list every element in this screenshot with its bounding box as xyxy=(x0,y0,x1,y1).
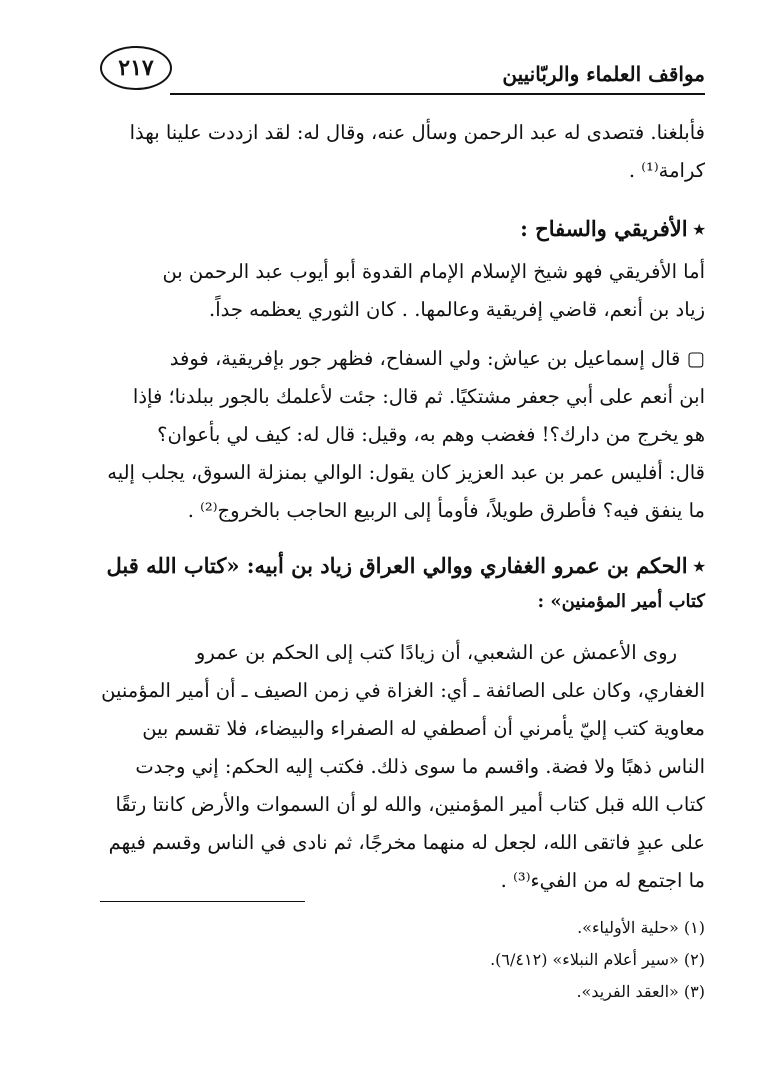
text-line: ▢ قال إسماعيل بن عياش: ولي السفاح، فظهر جور بإفريقية، فوفد xyxy=(169,347,705,370)
text-line: فأبلغنا. فتصدى له عبد الرحمن وسأل عنه، وقال له: لقد ازددت علينا بهذا xyxy=(129,121,705,144)
footnote-3: (٣) «العقد الفريد». xyxy=(576,982,705,1001)
text-line: الناس ذهبًا ولا فضة. واقسم ما سوى ذلك. فكتب إليه الحكم: إني وجدت xyxy=(135,755,705,778)
text-line: ما اجتمع له من الفيء⁽³⁾ . xyxy=(500,869,705,892)
text-line: كتاب الله قبل كتاب أمير المؤمنين، والله لو أن السموات والأرض كانتا رتقًا xyxy=(115,793,705,816)
running-header xyxy=(100,40,705,100)
footnote-1: (١) «حلية الأولياء». xyxy=(577,918,705,937)
footnote-2: (٢) «سير أعلام النبلاء» (٦/٤١٢). xyxy=(490,950,705,969)
text-line: زياد بن أنعم، قاضي إفريقية وعالمها. . كان الثوري يعظمه جداً. xyxy=(209,298,705,321)
text-line: أما الأفريقي فهو شيخ الإسلام الإمام القدوة أبو أيوب عبد الرحمن بن xyxy=(162,260,705,283)
heading-text: الأفريقي والسفاح : xyxy=(520,216,688,241)
heading-text: الحكم بن عمرو الغفاري ووالي العراق زياد بن أبيه: «كتاب الله قبل xyxy=(106,553,688,578)
star-bullet-icon: ٭ xyxy=(693,216,705,241)
heading-text: كتاب أمير المؤمنين» : xyxy=(537,591,705,612)
section-heading-hakam xyxy=(95,548,705,620)
star-bullet-icon: ٭ xyxy=(693,553,705,578)
header-title: مواقف العلماء والربّانيين xyxy=(502,62,705,86)
text-line: قال: أفليس عمر بن عبد العزيز كان يقول: الوالي بمنزلة السوق، يجلب إليه xyxy=(107,461,705,484)
text-line: كرامة⁽¹⁾ . xyxy=(628,159,705,182)
header-rule xyxy=(170,93,705,95)
africi-story-paragraph xyxy=(100,340,705,530)
text-line: معاوية كتب إليّ يأمرني أن أصطفي له الصفراء والبيضاء، فلا تقسم بين xyxy=(142,717,705,740)
section-heading-africi xyxy=(95,211,705,247)
text-line: الغفاري، وكان على الصائفة ـ أي: الغزاة في زمن الصيف ـ أن أمير المؤمنين xyxy=(101,679,705,702)
footnote-separator xyxy=(100,901,305,902)
text-line: هو يخرج من دارك؟! فغضب وهم به، وقيل: قال له: كيف لي بأعوان؟ xyxy=(157,423,705,446)
intro-paragraph xyxy=(100,114,705,190)
africi-bio-paragraph xyxy=(100,253,705,329)
hakam-story-paragraph xyxy=(100,634,705,900)
text-line: على عبدٍ فاتقى الله، لجعل له منهما مخرجًا، ثم نادى في الناس وقسم فيهم xyxy=(108,831,705,854)
text-line: ما ينفق فيه؟ فأطرق طويلاً، فأومأ إلى الربيع الحاجب بالخروج⁽²⁾ . xyxy=(187,499,705,522)
text-line: روى الأعمش عن الشعبي، أن زيادًا كتب إلى الحكم بن عمرو xyxy=(195,641,677,664)
text-line: ابن أنعم على أبي جعفر مشتكيًا. ثم قال: جئت لأعلمك بالجور ببلدنا؛ فإذا xyxy=(132,385,705,408)
page-number: ٢١٧ xyxy=(100,46,172,90)
